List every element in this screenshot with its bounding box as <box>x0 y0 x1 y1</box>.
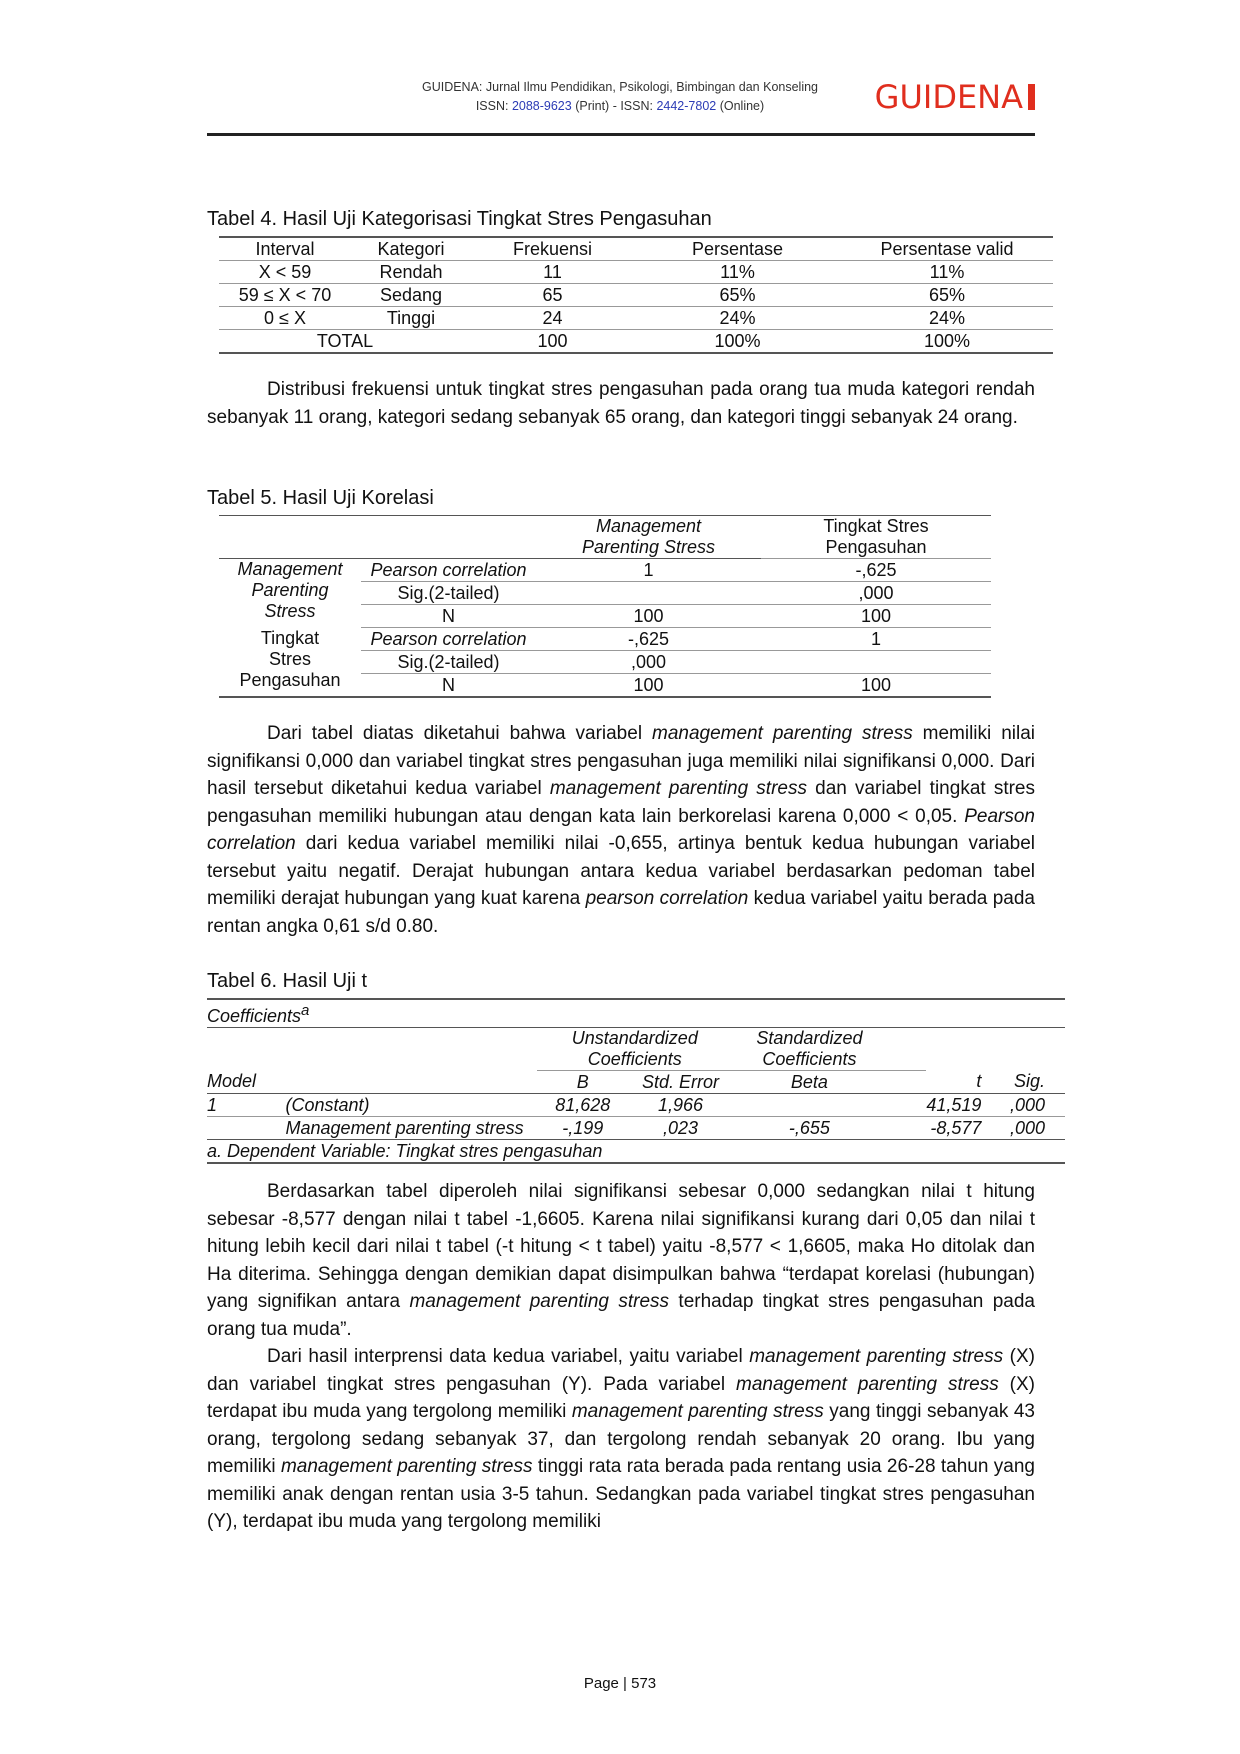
table-cell: 59 ≤ X < 70 <box>219 284 351 307</box>
table-cell: 81,628 <box>537 1094 628 1117</box>
table4-header-cell: Persentase valid <box>841 237 1053 261</box>
table6-caption: Tabel 6. Hasil Uji t <box>207 970 368 992</box>
table-cell: Pearson correlation <box>361 559 536 582</box>
table6-group-header-row <box>207 1028 1065 1071</box>
table-cell: N <box>361 674 536 698</box>
table-cell: (Constant) <box>281 1094 538 1117</box>
table4-header-cell: Kategori <box>351 237 471 261</box>
table-cell: 65% <box>841 284 1053 307</box>
table5-col-header: Tingkat Stres Pengasuhan <box>761 516 991 559</box>
table-cell: 1,966 <box>628 1094 732 1117</box>
table-cell <box>536 582 761 605</box>
table-cell: 41,519 <box>926 1094 989 1117</box>
table-cell: ,000 <box>761 582 991 605</box>
table-cell: 24 <box>471 307 634 330</box>
table-cell <box>732 1094 926 1117</box>
table-cell <box>207 1117 281 1140</box>
table-cell: 100 <box>761 674 991 698</box>
table-row <box>219 261 1053 284</box>
table-cell: Sig.(2-tailed) <box>361 582 536 605</box>
table-cell: -,655 <box>732 1117 926 1140</box>
table-cell: 100 <box>536 605 761 628</box>
table6-col-header: t <box>926 1071 989 1094</box>
paragraph-3: Berdasarkan tabel diperoleh nilai signifikansi sebesar 0,000 sedangkan nilai t hitung sebesar -8,577 dengan nilai t tabel -1,6605. Karena nilai signifikansi kurang dari 0,05 dan nilai t hitung lebih kecil dari nilai t tabel (-t hitung < t tabel) yaitu -8,577 < 1,6605, maka Ho ditolak dan Ha diterima. Sehingga dengan demikian dapat disimpulkan bahwa “terdapat korelasi (hubungan) yang signifikan antara management parenting stress terhadap tingkat stres pengasuhan pada orang tua muda”. <box>207 1181 1035 1340</box>
table-cell: ,000 <box>989 1117 1065 1140</box>
table-cell: 11% <box>634 261 841 284</box>
issn-line: ISSN: 2088-9623 (Print) - ISSN: 2442-7802 (Online) <box>475 99 765 113</box>
journal-info <box>405 78 835 116</box>
table-cell: 24% <box>634 307 841 330</box>
table-cell: -,625 <box>761 559 991 582</box>
paragraph-4: Dari hasil interprensi data kedua variabel, yaitu variabel management parenting stress (X) dan variabel tingkat stres pengasuhan (Y). Pada variabel management parenting stress (X) terdapat ibu muda yang tergolong memiliki management parenting stress yang tinggi sebanyak 43 orang, tergolong sedang sebanyak 37, dan tergolong rendah sebanyak 20 orang. Ibu yang memiliki management parenting stress tinggi rata rata berada pada rentang usia 26-28 tahun yang memiliki anak dengan rentan usia 3-5 tahun. Sedangkan pada variabel tingkat stres pengasuhan (Y), terdapat ibu muda yang tergolong memiliki <box>207 1346 1035 1532</box>
table-cell: ,023 <box>628 1117 732 1140</box>
table6-std-header: Standardized Coefficients <box>732 1028 926 1071</box>
table-row <box>219 559 991 582</box>
table-cell: ,000 <box>989 1094 1065 1117</box>
table4-total-row <box>219 330 1053 354</box>
table4-header-cell: Persentase <box>634 237 841 261</box>
table4-header-row <box>219 237 1053 261</box>
page-header <box>207 74 1035 136</box>
table5-caption: Tabel 5. Hasil Uji Korelasi <box>207 487 434 509</box>
table-cell: 11% <box>841 261 1053 284</box>
table6-col-header: Sig. <box>989 1071 1065 1094</box>
table6-col-header: Model <box>207 1071 537 1094</box>
table6-title-row <box>207 999 1065 1028</box>
table4-header-cell: Frekuensi <box>471 237 634 261</box>
table-cell: Sedang <box>351 284 471 307</box>
table-row <box>219 628 991 651</box>
header-divider <box>207 133 1035 136</box>
paragraph-1: Distribusi frekuensi untuk tingkat stres pengasuhan pada orang tua muda kategori rendah sebanyak 11 orang, kategori sedang sebanyak 65 orang, dan kategori tinggi sebanyak 24 orang. <box>207 379 1035 428</box>
table-cell: Rendah <box>351 261 471 284</box>
table-row <box>207 1094 1065 1117</box>
table6-footnote: a. Dependent Variable: Tingkat stres pengasuhan <box>207 1140 1065 1164</box>
journal-title: GUIDENA: Jurnal Ilmu Pendidikan, Psikologi, Bimbingan dan Konseling <box>421 80 819 94</box>
table6-title: Coefficients$^a$ <box>207 999 1065 1028</box>
table-cell: 100 <box>471 330 634 354</box>
table5-header-row <box>219 516 991 559</box>
table-row <box>207 1117 1065 1140</box>
paragraph-2: Dari tabel diatas diketahui bahwa variabel management parenting stress memiliki nilai signifikansi 0,000 dan variabel tingkat stres pengasuhan juga memiliki nilai signifikansi 0,000. Dari hasil tersebut diketahui kedua variabel management parenting stress dan variabel tingkat stres pengasuhan memiliki hubungan atau dengan kata lain berkorelasi karena 0,000 < 0,05. Pearson correlation dari kedua variabel memiliki nilai -0,655, artinya bentuk kedua hubungan variabel tersebut yaitu negatif. Derajat hubungan antara kedua variabel berdasarkan pedoman tabel memiliki derajat hubungan yang kuat karena pearson correlation kedua variabel yaitu berada pada rentan angka 0,61 s/d 0.80. <box>207 723 1035 937</box>
table-cell: Pearson correlation <box>361 628 536 651</box>
table-cell <box>761 651 991 674</box>
table-cell: -8,577 <box>926 1117 989 1140</box>
journal-logo: GUIDENA <box>875 78 1035 116</box>
table6-unstd-header: Unstandardized Coefficients <box>537 1028 732 1071</box>
table5 <box>219 515 991 698</box>
table6-col-header: Beta <box>732 1071 926 1094</box>
table-row <box>219 284 1053 307</box>
table-cell: Sig.(2-tailed) <box>361 651 536 674</box>
table-cell: 0 ≤ X <box>219 307 351 330</box>
table-cell: 65 <box>471 284 634 307</box>
table-cell: 100 <box>536 674 761 698</box>
table-cell: X < 59 <box>219 261 351 284</box>
table6 <box>207 998 1065 1164</box>
table-cell: -,199 <box>537 1117 628 1140</box>
table-cell: TOTAL <box>219 330 471 354</box>
table4-caption: Tabel 4. Hasil Uji Kategorisasi Tingkat Stres Pengasuhan <box>207 208 712 230</box>
table5-col-header: Management Parenting Stress <box>536 516 761 559</box>
table-cell: Tinggi <box>351 307 471 330</box>
page-number: Page | 573 <box>583 1675 657 1692</box>
table6-col-header: Std. Error <box>628 1071 732 1094</box>
table-row <box>219 307 1053 330</box>
table-cell: 100% <box>634 330 841 354</box>
table-cell: N <box>361 605 536 628</box>
table4 <box>219 236 1053 354</box>
table4-header-cell: Interval <box>219 237 351 261</box>
table6-col-header: B <box>537 1071 628 1094</box>
issn-print-link[interactable]: 2088-9623 <box>511 99 572 113</box>
table-cell: 65% <box>634 284 841 307</box>
table-cell: 11 <box>471 261 634 284</box>
logo-bar-icon <box>1028 84 1035 110</box>
table-cell: -,625 <box>536 628 761 651</box>
table-cell: 100% <box>841 330 1053 354</box>
table-cell: Management parenting stress <box>281 1117 538 1140</box>
table6-header-row <box>207 1071 1065 1094</box>
table-cell: ,000 <box>536 651 761 674</box>
table-cell: 24% <box>841 307 1053 330</box>
table-cell: 1 <box>761 628 991 651</box>
table5-row-group: Management Parenting Stress <box>219 559 361 628</box>
table5-row-group: Tingkat Stres Pengasuhan <box>219 628 361 698</box>
table-cell: 1 <box>207 1094 281 1117</box>
issn-online-link[interactable]: 2442-7802 <box>656 99 717 113</box>
table-cell: 1 <box>536 559 761 582</box>
table-cell: 100 <box>761 605 991 628</box>
table6-footnote-row <box>207 1140 1065 1164</box>
